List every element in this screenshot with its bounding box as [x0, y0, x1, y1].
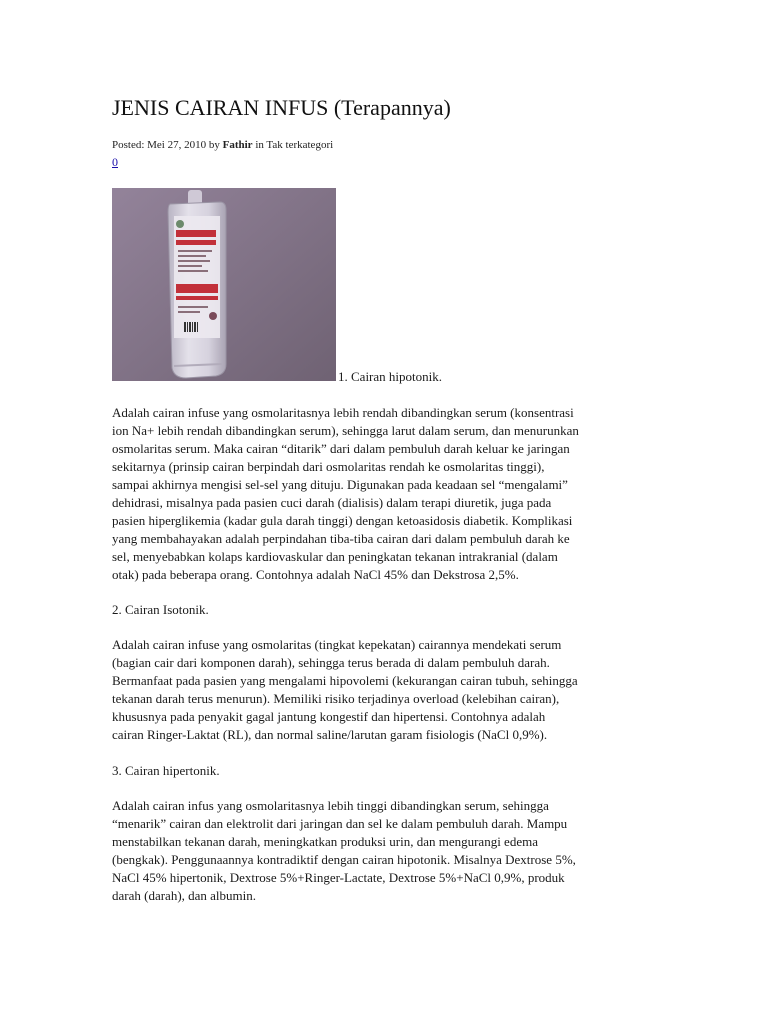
paragraph-line: dehidrasi, misalnya pada pasien cuci darah (dialisis) dalam terapi diuretik, juga pada: [112, 495, 552, 510]
paragraph-line: cairan Ringer-Laktat (RL), dan normal saline/larutan garam fisiologis (NaCl 0,9%).: [112, 727, 548, 742]
paragraph-line: khususnya pada penyakit gagal jantung kongestif dan hipertensi. Contohnya adalah: [112, 709, 546, 724]
posted-date: Posted: Mei 27, 2010 by: [112, 139, 223, 151]
paragraph-line: ion Na+ lebih rendah dibandingkan serum), sehingga larut dalam serum, dan menurunkan: [112, 423, 579, 438]
paragraph-line: Adalah cairan infus yang osmolaritasnya lebih tinggi dibandingkan serum, sehingga: [112, 798, 549, 813]
paragraph-isotonic: [112, 636, 657, 744]
paragraph-line: sekitarnya (prinsip cairan berpindah dari osmolaritas rendah ke osmolaritas tinggi),: [112, 459, 545, 474]
paragraph-line: yang membahayakan adalah perpindahan tiba-tiba cairan dari dalam pembuluh darah ke: [112, 531, 570, 546]
section-heading-hypotonic: 1. Cairan hipotonik.: [338, 369, 442, 384]
paragraph-line: Bermanfaat pada pasien yang mengalami hipovolemi (kekurangan cairan tubuh, sehingga: [112, 673, 578, 688]
paragraph-hypotonic: [112, 404, 657, 584]
paragraph-line: Adalah cairan infuse yang osmolaritas (tingkat kepekatan) cairannya mendekati serum: [112, 637, 562, 652]
comment-count-link[interactable]: 0: [112, 155, 118, 169]
paragraph-line: sel, menyebabkan kolaps kardiovaskular dan peningkatan tekanan intrakranial (dalam: [112, 549, 558, 564]
category-text: in Tak terkategori: [252, 139, 334, 151]
paragraph-line: (bagian cair dari komponen darah), sehingga terus berada di dalam pembuluh darah.: [112, 655, 550, 670]
paragraph-line: osmolaritas serum. Maka cairan “ditarik” dari dalam pembuluh darah keluar ke jaringan: [112, 441, 570, 456]
iv-fluid-bag-photo: [112, 188, 336, 381]
paragraph-line: tekanan darah terus menurun). Memiliki risiko terjadinya overload (kelebihan cairan),: [112, 691, 560, 706]
paragraph-line: menstabilkan tekanan darah, meningkatkan produksi urin, dan mengurangi edema: [112, 834, 538, 849]
paragraph-line: (bengkak). Penggunaannya kontradiktif dengan cairan hipotonik. Misalnya Dextrose 5%,: [112, 852, 576, 867]
author-link[interactable]: Fathir: [222, 139, 253, 151]
paragraph-line: Adalah cairan infuse yang osmolaritasnya lebih rendah dibandingkan serum (konsentrasi: [112, 405, 574, 420]
paragraph-line: darah (darah), dan albumin.: [112, 888, 257, 903]
paragraph-line: otak) pada beberapa orang. Contohnya adalah NaCl 45% dan Dekstrosa 2,5%.: [112, 567, 519, 582]
paragraph-line: pasien hiperglikemia (kadar gula darah tinggi) dengan ketoasidosis diabetik. Komplikasi: [112, 513, 573, 528]
paragraph-line: sampai akhirnya mengisi sel-sel yang dituju. Digunakan pada keadaan sel “mengalami”: [112, 477, 568, 492]
article-title: JENIS CAIRAN INFUS (Terapannya): [112, 95, 451, 120]
section-heading-isotonic: 2. Cairan Isotonik.: [112, 602, 209, 617]
paragraph-line: NaCl 45% hipertonik, Dextrose 5%+Ringer-Lactate, Dextrose 5%+NaCl 0,9%, produk: [112, 870, 565, 885]
section-heading-hypertonic: 3. Cairan hipertonik.: [112, 763, 220, 778]
post-meta: [112, 139, 333, 151]
paragraph-hypertonic: [112, 797, 657, 905]
paragraph-line: “menarik” cairan dan elektrolit dari jaringan dan sel ke dalam pembuluh darah. Mampu: [112, 816, 568, 831]
